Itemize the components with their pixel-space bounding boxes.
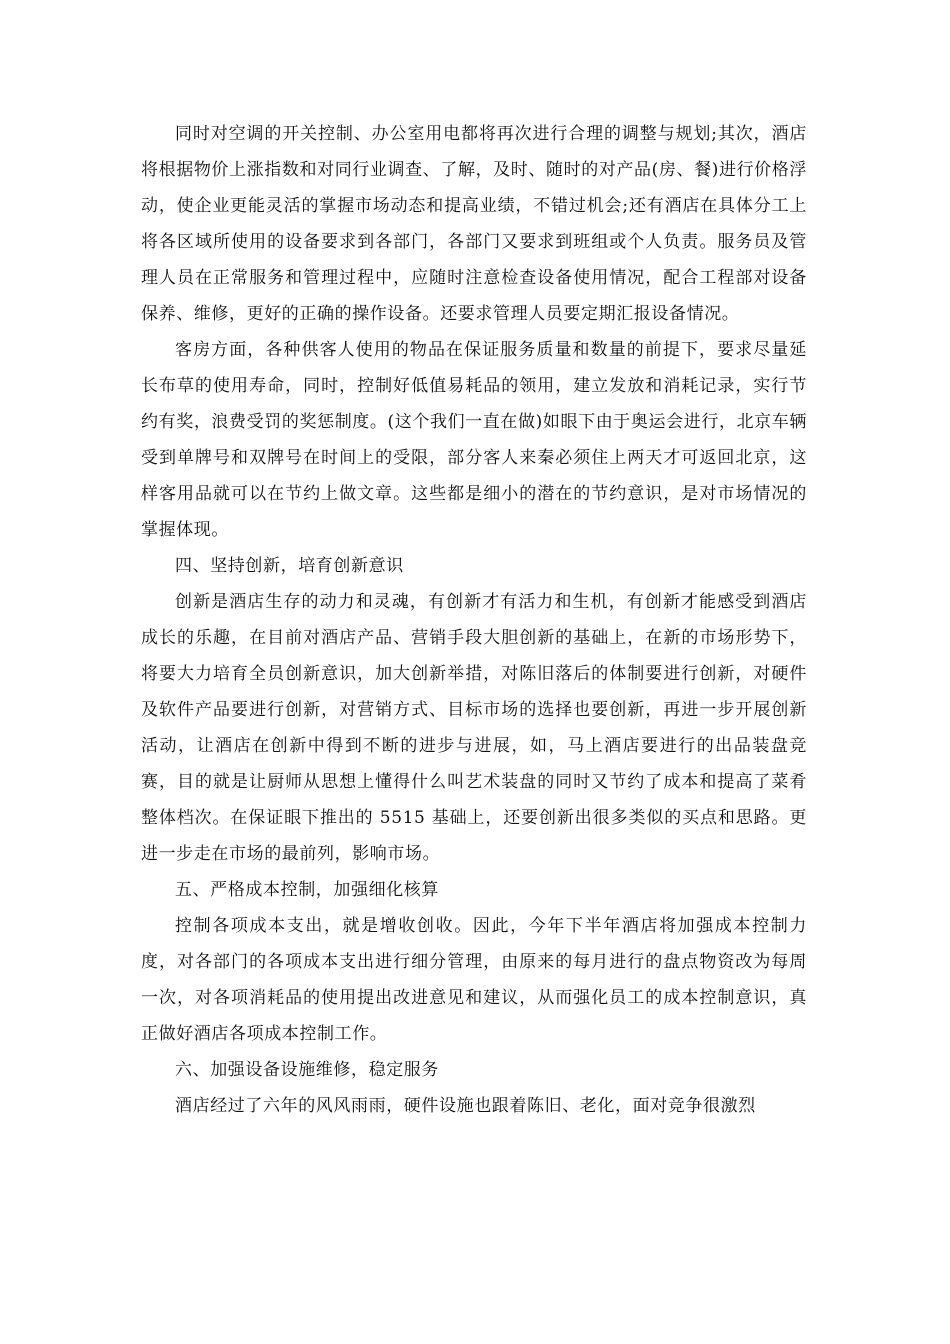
section-heading-maintenance: 六、加强设备设施维修，稳定服务	[175, 1060, 439, 1080]
section-heading-innovation: 四、坚持创新，培育创新意识	[175, 556, 404, 576]
paragraph-innovation: 创新是酒店生存的动力和灵魂，有创新才有活力和生机，有创新才能感受到酒店成长的乐趣，在目前对酒店产品、营销手段大胆创新的基础上，在新的市场形势下，将要大力培育全员创新意识，加大创新举措，对陈旧落后的体制要进行创新，对硬件及软件产品要进行创新，对营销方式、目标市场的选择也要创新，再进一步开展创新活动，让酒店在创新中得到不断的进步与进展，如，马上酒店要进行的出品装盘竞赛，目的就是让厨师从思想上懂得什么叫艺术装盘的同时又节约了成本和提高了菜肴整体档次。在保证眼下推出的 5515 基础上，还要创新出很多类似的买点和思路。更进一步走在市场的最前列，影响市场。	[141, 592, 807, 864]
paragraph-guest-rooms: 客房方面，各种供客人使用的物品在保证服务质量和数量的前提下，要求尽量延长布草的使用寿命，同时，控制好低值易耗品的领用，建立发放和消耗记录，实行节约有奖，浪费受罚的奖惩制度。(这个我们一直在做)如眼下由于奥运会进行，北京车辆受到单牌号和双牌号在时间上的受限，部分客人来秦必须住上两天才可返回北京，这样客用品就可以在节约上做文章。这些都是细小的潜在的节约意识，是对市场情况的掌握体现。	[141, 340, 807, 540]
document-body	[141, 116, 807, 1124]
section-heading-cost-control: 五、严格成本控制，加强细化核算	[175, 880, 439, 900]
paragraph-cost-control: 控制各项成本支出，就是增收创收。因此，今年下半年酒店将加强成本控制力度，对各部门的各项成本支出进行细分管理，由原来的每月进行的盘点物资改为每周一次，对各项消耗品的使用提出改进意见和建议，从而强化员工的成本控制意识，真正做好酒店各项成本控制工作。	[141, 916, 807, 1044]
paragraph-maintenance: 酒店经过了六年的风风雨雨，硬件设施也跟着陈旧、老化，面对竞争很激烈	[175, 1096, 756, 1116]
paragraph-energy-saving: 同时对空调的开关控制、办公室用电都将再次进行合理的调整与规划;其次，酒店将根据物价上涨指数和对同行业调查、了解，及时、随时的对产品(房、餐)进行价格浮动，使企业更能灵活的掌握市场动态和提高业绩，不错过机会;还有酒店在具体分工上将各区域所使用的设备要求到各部门，各部门又要求到班组或个人负责。服务员及管理人员在正常服务和管理过程中，应随时注意检查设备使用情况，配合工程部对设备保养、维修，更好的正确的操作设备。还要求管理人员要定期汇报设备情况。	[141, 124, 807, 324]
